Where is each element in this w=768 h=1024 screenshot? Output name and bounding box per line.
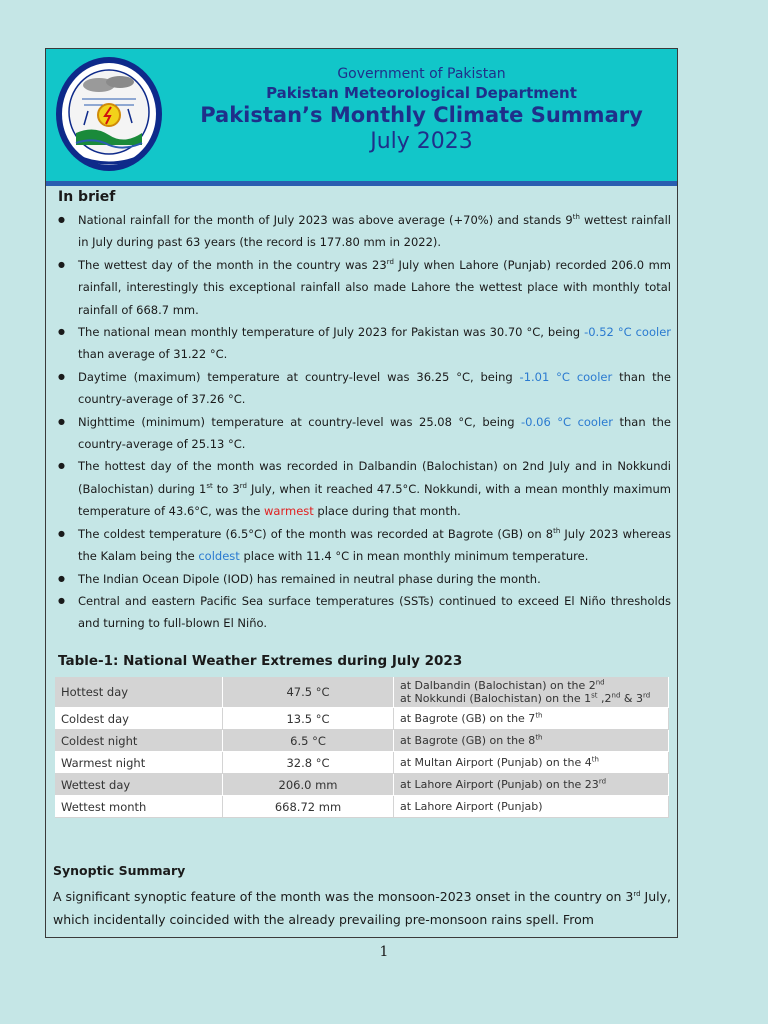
text-run: -1.01 °C cooler xyxy=(519,369,613,384)
extreme-value: 32.8 °C xyxy=(223,752,394,774)
text-run: The wettest day of the month in the country was 23 xyxy=(78,257,387,272)
location-line xyxy=(400,712,662,725)
ordinal-suffix: th xyxy=(572,213,580,222)
extreme-label: Coldest day xyxy=(55,708,223,730)
text-run: at Lahore Airport (Punjab) on the 23 xyxy=(400,778,599,791)
text-run: Nighttime (minimum) temperature at country-level was 25.08 °C, being xyxy=(78,414,522,429)
extreme-value: 206.0 mm xyxy=(223,774,394,796)
text-run: The hottest day of the month was recorded in Dalbandin (Balochistan) on 2nd July and in Nokkundi (Balochistan) during 1 xyxy=(78,459,671,496)
header-banner xyxy=(46,49,677,181)
ordinal-suffix: rd xyxy=(633,889,641,898)
department-label: Pakistan Meteorological Department xyxy=(266,84,577,102)
brief-item xyxy=(52,254,671,321)
text-run: at Bagrote (GB) on the 7 xyxy=(400,712,536,725)
text-run: than average of 31.22 °C. xyxy=(78,347,228,362)
in-brief-list xyxy=(52,209,671,635)
text-run: July when Lahore (Punjab) recorded 206.0 mm rainfall, interestingly this exceptional rainfall also made Lahore the wettest place with monthly total rainfall of 668.7 mm. xyxy=(78,257,672,317)
text-run: The national mean monthly temperature of July 2023 for Pakistan was 30.70 °C, being xyxy=(78,325,585,340)
extreme-location xyxy=(394,708,669,730)
header-divider xyxy=(46,181,677,186)
report-month: July 2023 xyxy=(370,129,473,154)
ordinal-suffix: th xyxy=(535,711,543,720)
brief-item xyxy=(52,523,671,568)
table-row xyxy=(55,796,669,818)
text-run: than the country-average of 25.13 °C. xyxy=(78,414,671,452)
brief-item xyxy=(52,209,671,254)
text-run: July, when it reached 47.5°C. Nokkundi, with a mean monthly maximum temperature of 43.6°C, was the xyxy=(78,481,671,519)
text-run: than the country-average of 37.26 °C. xyxy=(78,369,671,407)
extreme-label: Warmest night xyxy=(55,752,223,774)
ordinal-suffix: th xyxy=(553,526,561,535)
text-run: to 3 xyxy=(212,481,240,496)
location-line xyxy=(400,692,662,705)
ordinal-suffix: rd xyxy=(643,691,651,700)
table-row xyxy=(55,677,669,708)
weather-extremes-table xyxy=(55,677,669,818)
text-run: ,2 xyxy=(597,692,612,705)
extreme-value: 6.5 °C xyxy=(223,730,394,752)
page-title: Pakistan’s Monthly Climate Summary xyxy=(200,103,643,127)
ordinal-suffix: rd xyxy=(239,482,247,491)
extreme-label: Coldest night xyxy=(55,730,223,752)
extreme-value: 668.72 mm xyxy=(223,796,394,818)
text-run: National rainfall for the month of July 2023 was above average (+70%) and stands 9 xyxy=(78,213,573,227)
text-run: Central and eastern Pacific Sea surface temperatures (SSTs) continued to exceed El Niño thresholds and turning to full-blown El Niño. xyxy=(78,593,671,631)
extreme-label: Wettest day xyxy=(55,774,223,796)
text-run: at Bagrote (GB) on the 8 xyxy=(400,734,536,747)
text-run: July, which incidentally coincided with the already prevailing pre-monsoon rains spell. From xyxy=(53,889,671,927)
extreme-label: Wettest month xyxy=(55,796,223,818)
location-line xyxy=(400,778,662,791)
pmd-emblem-icon xyxy=(54,55,164,173)
location-line xyxy=(400,679,662,692)
text-run: Daytime (maximum) temperature at country-level was 36.25 °C, being xyxy=(78,369,520,384)
extreme-value: 13.5 °C xyxy=(223,708,394,730)
extreme-location xyxy=(394,752,669,774)
document-page xyxy=(45,48,678,938)
extreme-location xyxy=(394,677,669,708)
text-run: & 3 xyxy=(620,692,643,705)
ordinal-suffix: rd xyxy=(598,777,607,786)
table-row xyxy=(55,730,669,752)
extreme-label: Hottest day xyxy=(55,677,223,708)
brief-item xyxy=(52,455,671,522)
brief-item xyxy=(52,590,671,635)
text-run: The Indian Ocean Dipole (IOD) has remained in neutral phase during the month. xyxy=(78,571,541,586)
table-row xyxy=(55,752,669,774)
ordinal-suffix: th xyxy=(535,733,543,742)
brief-item xyxy=(52,568,671,590)
extreme-location xyxy=(394,730,669,752)
table-title: Table-1: National Weather Extremes during July 2023 xyxy=(58,653,463,669)
extreme-location xyxy=(394,796,669,818)
ordinal-suffix: st xyxy=(591,691,598,700)
synoptic-heading: Synoptic Summary xyxy=(53,863,186,878)
government-label: Government of Pakistan xyxy=(337,66,506,82)
text-run: -0.06 °C cooler xyxy=(521,414,613,429)
text-run: wettest rainfall in July during past 63 years (the record is 177.80 mm in 2022). xyxy=(78,213,671,250)
ordinal-suffix: rd xyxy=(386,257,394,266)
text-run: warmest xyxy=(264,504,314,519)
table-row xyxy=(55,774,669,796)
brief-item xyxy=(52,321,671,366)
text-run: July 2023 whereas the Kalam being the xyxy=(78,526,671,564)
extreme-value: 47.5 °C xyxy=(223,677,394,708)
location-line xyxy=(400,800,662,813)
brief-item xyxy=(52,411,671,456)
text-run: place with 11.4 °C in mean monthly minimum temperature. xyxy=(239,549,589,564)
text-run: at Multan Airport (Punjab) on the 4 xyxy=(400,756,592,769)
text-run: place during that month. xyxy=(313,504,461,519)
location-line xyxy=(400,756,662,769)
brief-item xyxy=(52,366,671,411)
ordinal-suffix: th xyxy=(591,755,599,764)
text-run: A significant synoptic feature of the month was the monsoon-2023 onset in the country on 3 xyxy=(53,889,634,904)
ordinal-suffix: nd xyxy=(611,691,621,700)
text-run: The coldest temperature (6.5°C) of the month was recorded at Bagrote (GB) on 8 xyxy=(78,526,554,541)
ordinal-suffix: st xyxy=(206,482,213,491)
synoptic-paragraph xyxy=(53,885,671,931)
text-run: -0.52 °C cooler xyxy=(584,325,671,340)
text-run: at Nokkundi (Balochistan) on the 1 xyxy=(400,692,592,705)
ordinal-suffix: nd xyxy=(595,678,605,687)
extreme-location xyxy=(394,774,669,796)
text-run: at Lahore Airport (Punjab) xyxy=(400,800,543,813)
text-run: coldest xyxy=(198,549,240,564)
page-number: 1 xyxy=(379,944,389,960)
in-brief-heading: In brief xyxy=(58,189,116,205)
location-line xyxy=(400,734,662,747)
table-row xyxy=(55,708,669,730)
text-run: at Dalbandin (Balochistan) on the 2 xyxy=(400,679,596,692)
